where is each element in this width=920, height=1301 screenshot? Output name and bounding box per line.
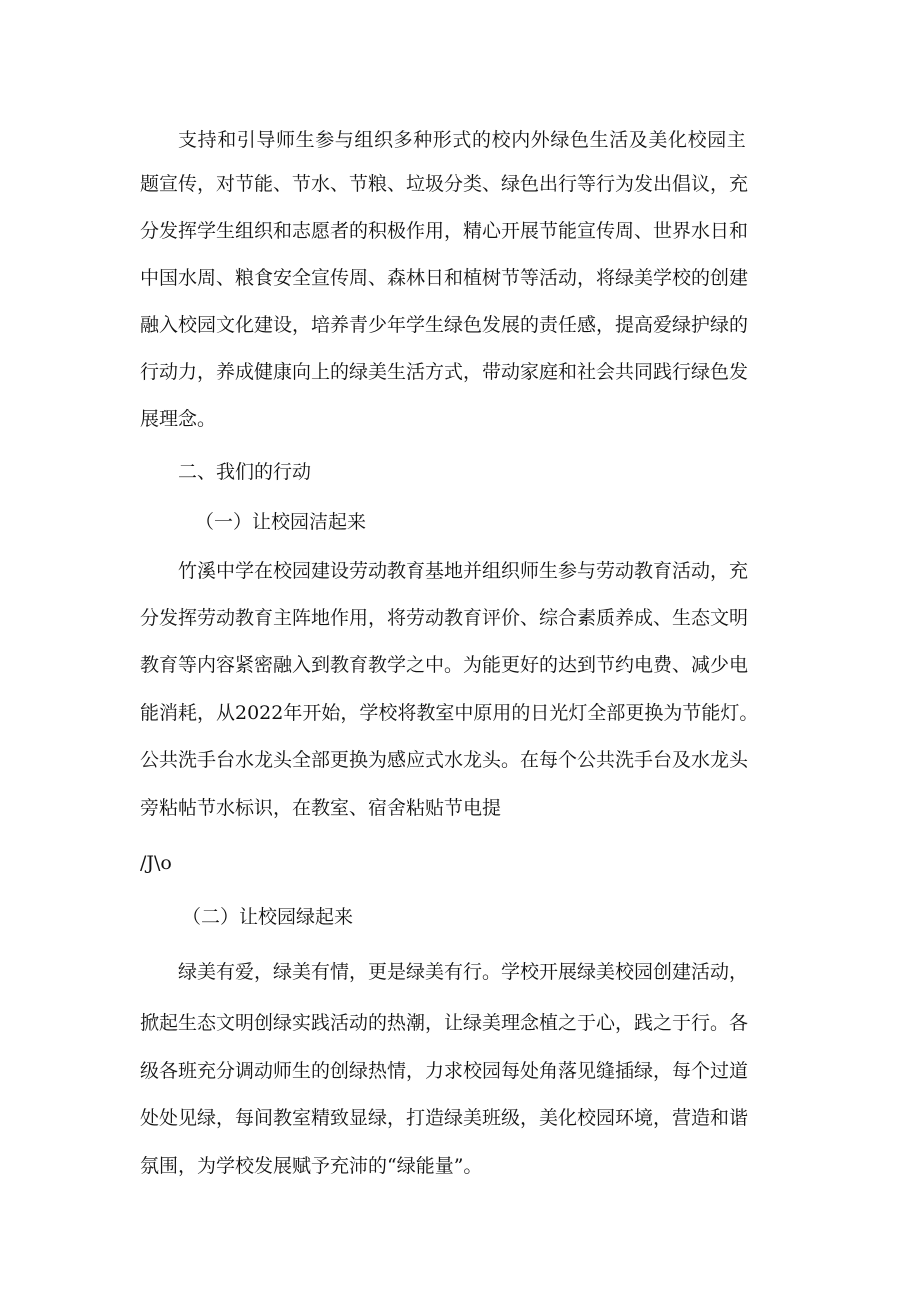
paragraph-line: 教育等内容紧密融入到教育教学之中。为能更好的达到节约电费、减少电 <box>140 654 749 676</box>
paragraph-line: 公共洗手台水龙头全部更换为感应式水龙头。在每个公共洗手台及水龙头 <box>140 749 749 771</box>
paragraph-line: 支持和引导师生参与组织多种形式的校内外绿色生活及美化校园主 <box>178 129 747 151</box>
text-fragment: /J\o <box>140 852 172 874</box>
paragraph-line: 行动力，养成健康向上的绿美生活方式，带动家庭和社会共同践行绿色发 <box>140 361 749 383</box>
paragraph-line: 级各班充分调动师生的创绿热情，力求校园每处角落见缝插绿，每个过道 <box>140 1060 749 1082</box>
paragraph-line: 展理念。 <box>140 408 217 430</box>
paragraph-line: 融入校园文化建设，培养青少年学生绿色发展的责任感，提高爱绿护绿的 <box>140 314 749 336</box>
paragraph-line: 中国水周、粮食安全宣传周、森林日和植树节等活动，将绿美学校的创建 <box>140 267 749 289</box>
section-heading: 二、我们的行动 <box>178 461 312 483</box>
paragraph-line: 旁粘帖节水标识，在教室、宿舍粘贴节电提 <box>140 797 502 819</box>
paragraph-line: 竹溪中学在校园建设劳动教育基地并组织师生参与劳动教育活动，充 <box>178 560 749 582</box>
paragraph-line: 分发挥学生组织和志愿者的积极作用，精心开展节能宣传周、世界水日和 <box>140 220 749 242</box>
subsection-heading-2: （二）让校园绿起来 <box>182 906 354 928</box>
paragraph-line: 绿美有爱，绿美有情，更是绿美有行。学校开展绿美校园创建活动， <box>178 961 749 983</box>
paragraph-line: 氛围，为学校发展赋予充沛的“绿能量”。 <box>140 1155 483 1177</box>
paragraph-line: 能消耗，从2022年开始，学校将教室中原用的日光灯全部更换为节能灯。 <box>140 702 759 724</box>
paragraph-line: 掀起生态文明创绿实践活动的热潮，让绿美理念植之于心，践之于行。各 <box>140 1012 749 1034</box>
paragraph-line: 分发挥劳动教育主阵地作用，将劳动教育评价、综合素质养成、生态文明 <box>140 607 749 629</box>
paragraph-line: 处处见绿，每间教室精致显绿，打造绿美班级，美化校园环境，营造和谐 <box>140 1107 749 1129</box>
paragraph-line: 题宣传，对节能、节水、节粮、垃圾分类、绿色出行等行为发出倡议，充 <box>140 173 749 195</box>
subsection-heading-1: （一）让校园洁起来 <box>195 511 367 533</box>
